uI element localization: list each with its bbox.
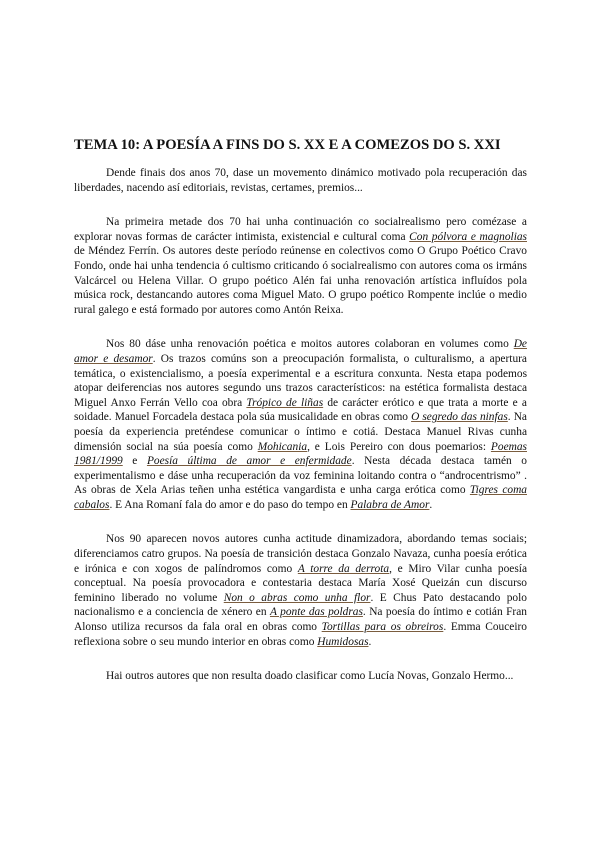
text-segment: , e Miro Vilar cunha poesía conceptual. Na poesía provocadora e contestaria destaca María Xosé Queizán cun discurso feminino liberado no volume: [74, 562, 528, 604]
work-title: Con pólvora e magnolias: [409, 230, 527, 243]
work-title: O segredo das ninfas: [411, 411, 508, 424]
text-segment: e: [122, 455, 147, 468]
text-segment: Dende finais dos anos 70, dase un movemento dinámico motivado pola recuperación das liberdades, nacendo así editoriais, revistas, certames, premios...: [74, 167, 527, 194]
work-title: Palabra de Amor: [350, 498, 430, 511]
text-segment: de carácter erótico e que trata a morte e a soidade. Manuel Forcadela destaca pola súa musicalidade en obras como: [74, 396, 527, 424]
work-title: Tigres coma cabalos: [74, 484, 527, 511]
text-segment: . Emma Couceiro reflexiona sobre o seu mundo interior en obras como: [74, 621, 527, 648]
text-segment: .: [368, 635, 372, 648]
work-title: De amor e desamor: [74, 338, 527, 365]
work-title: A torre da derrota: [297, 562, 390, 575]
text-segment: . Os trazos comúns son a preocupación formalista, o culturalismo, a apertura temática, o existencialismo, a poesía experimental e a escritura conxunta. Nesta etapa podemos atopar deiferencias nos autores segundo uns trazos característicos: na estética formalista destaca Miguel Anxo Ferrán Vello coa obra: [74, 352, 527, 409]
paragraph-2: [74, 215, 527, 317]
text-segment: . Na poesía do íntimo e cotián Fran Alonso utiliza recursos da fala oral en obras como: [74, 606, 527, 634]
text-segment: Na primeira metade dos 70 hai unha continuación co socialrealismo pero comézase a explorar novas formas de carácter intimista, existencial e cultural coma: [74, 216, 527, 243]
paragraph-1: [74, 166, 527, 195]
document-body: [74, 166, 527, 704]
text-segment: , e Lois Pereiro con dous poemarios:: [307, 440, 491, 453]
work-title: Tortillas para os obreiros: [321, 621, 444, 634]
text-segment: Hai outros autores que non resulta doado clasificar como Lucía Novas, Gonzalo Hermo...: [106, 670, 514, 683]
work-title: Poemas 1981/1999: [74, 440, 527, 468]
page-title: TEMA 10: A POESÍA A FINS DO S. XX E A COMEZOS DO S. XXI: [74, 137, 501, 153]
text-segment: Nos 90 aparecen novos autores cunha actitude dinamizadora, abordando temas sociais; diferenciamos catro grupos. Na poesía de transición destaca Gonzalo Navaza, cunha poesía erótica e irónica e con xogos de palíndromos como: [74, 533, 527, 575]
work-title: Mohicania: [257, 440, 308, 453]
work-title: Non o abras como unha flor: [223, 591, 371, 604]
paragraph-3: [74, 337, 527, 512]
text-segment: . E Ana Romaní fala do amor e do paso do tempo en: [109, 498, 351, 511]
paragraph-5: [74, 669, 527, 684]
text-segment: . Nesta década destaca tamén o experimentalismo e dáse unha recuperación da voz feminina loitando contra o “androcentrismo” . As obras de Xela Arias teñen unha estética vangardista e unha carga erótica como: [74, 455, 527, 497]
paragraph-4: [74, 532, 527, 649]
text-segment: Nos 80 dáse unha renovación poética e moitos autores colaboran en volumes como: [106, 338, 514, 351]
text-segment: . Na poesía da experiencia preténdese comunicar o íntimo e cotiá. Destaca Manuel Rivas cunha dimensión social na súa poesía como: [74, 411, 527, 453]
work-title: Humidosas: [317, 635, 369, 648]
text-segment: .: [429, 498, 433, 511]
text-segment: de Méndez Ferrín. Os autores deste período reúnense en colectivos como O Grupo Poético Cravo Fondo, onde hai unha tendencia ó cultismo criticando ó socialrealismo con autores coma os irmáns Valcárcel ou Helena Villar. O grupo poético Alén fai unha renovación artística influídos pola música rock, destancando autores coma Miguel Mato. O grupo poético Rompente inclúe o medio rural galego e está formado por autores como Antón Reixa.: [74, 245, 527, 316]
work-title: Trópico de liñas: [246, 396, 324, 409]
work-title: A ponte das poldras: [269, 606, 363, 619]
work-title: Poesía última de amor e enfermidade: [146, 455, 352, 468]
text-segment: . E Chus Pato destacando polo nacionalismo e a conciencia de xénero en: [74, 591, 527, 619]
